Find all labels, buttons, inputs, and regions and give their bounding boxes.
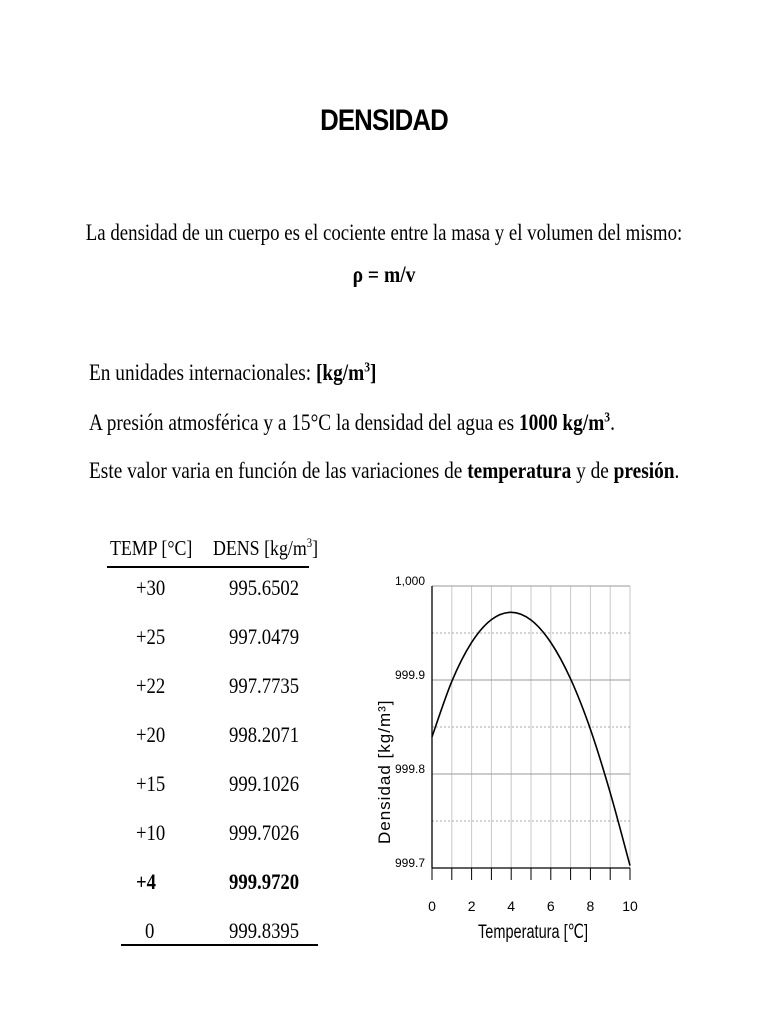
table-cell-dens: 999.1026 <box>229 771 300 796</box>
chart-x-tick-label: 8 <box>586 898 595 914</box>
table-cell-dens: 995.6502 <box>229 575 300 600</box>
table-cell-temp: 0 <box>145 918 155 943</box>
table-cell-dens: 999.8395 <box>229 918 300 943</box>
chart-y-tick-label: 999.7 <box>395 856 426 870</box>
chart-y-label: Densidad [kg/m³] <box>375 699 394 844</box>
table-cell-temp: +4 <box>136 869 157 894</box>
table-cell-dens: 999.9720 <box>229 869 300 894</box>
table-cell-dens: 997.7735 <box>229 673 300 698</box>
chart-x-tick-label: 10 <box>622 898 638 914</box>
chart-x-tick-label: 6 <box>546 898 555 914</box>
table-header-dens: DENS $[kg/m^3]$ <box>213 536 319 560</box>
table-cell-temp: +30 <box>136 575 166 600</box>
table-cell-temp: +25 <box>136 624 166 649</box>
formula: ρ = m/v <box>352 262 416 287</box>
variation-line: Este valor varia en función de las variaciones de temperatura y de presión. <box>89 458 680 483</box>
pressure-line: A presión atmosférica y a 15°C la densidad del agua es 1000 $kg/m^3$. <box>89 409 615 435</box>
table-cell-dens: 998.2071 <box>229 722 300 747</box>
intro-text: La densidad de un cuerpo es el cociente entre la masa y el volumen del mismo: <box>85 220 683 245</box>
page-title: DENSIDAD <box>320 104 448 137</box>
chart-y-tick-label: 999.9 <box>395 668 426 682</box>
table-cell-temp: +20 <box>136 722 166 747</box>
table-header-temp: TEMP [°C] <box>110 536 193 560</box>
table-cell-dens: 999.7026 <box>229 820 300 845</box>
table-cell-temp: +10 <box>136 820 166 845</box>
chart-x-label: Temperatura [℃] <box>478 922 588 943</box>
units-line: En unidades internacionales: $[kg/m^3]$ <box>89 359 377 385</box>
table-cell-temp: +22 <box>136 673 166 698</box>
chart-x-tick-label: 0 <box>428 898 436 914</box>
chart-x-tick-label: 4 <box>507 898 516 914</box>
table-cell-temp: +15 <box>136 771 166 796</box>
chart-y-tick-label: 999.8 <box>395 762 426 776</box>
chart-x-tick-label: 2 <box>467 898 476 914</box>
chart-y-tick-label: 1,000 <box>395 574 426 588</box>
table-cell-dens: 997.0479 <box>229 624 300 649</box>
